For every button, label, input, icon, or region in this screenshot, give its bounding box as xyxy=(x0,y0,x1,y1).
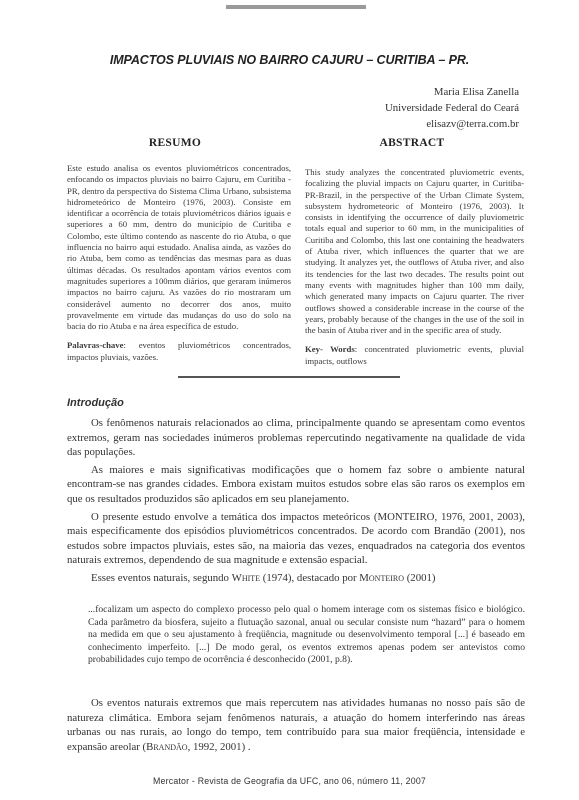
p4-text-b: (1974), destacado por xyxy=(260,571,360,584)
intro-heading: Introdução xyxy=(67,397,124,409)
abstract-column xyxy=(305,167,524,367)
p4-text-a: Esses eventos naturais, segundo xyxy=(91,571,232,584)
abstract-keywords-label: Key- Words xyxy=(305,344,355,355)
intro-paragraph-2: As maiores e mais significativas modificações que o homem faz sobre o ambiente natural encontram-se nas grandes cidades. Embora existam muitos estudos sobre elas são raros os exemplos em que os resultados produzidos são aplicados em seu planejamento. xyxy=(67,463,525,505)
citation-monteiro: Monteiro xyxy=(359,571,405,584)
resumo-keywords-label: Palavras-chave xyxy=(67,340,124,351)
intro-paragraph-3: O presente estudo envolve a temática dos impactos meteóricos (MONTEIRO, 1976, 2001, 2003), mais especificamente dos episódios pluviométricos concentrados. De acordo com Brandão (2001), nos estudos sobre impactos pluviais, estes são, na maioria das vezes, enquadrados na categoria dos eventos naturais extremos, dependendo de sua magnitude e extensão espacial. xyxy=(67,510,525,567)
p5-text-a: Os eventos naturais extremos que mais repercutem nas atividades humanas no nosso país são de natureza climática. Embora sejam fenômenos naturais, a atuação do homem interferindo nas áreas urbanas ou nas rurais, ao longo do tempo, tem contribuído para sua maior freqüência, intensidade e expansão areolar ( xyxy=(67,697,525,753)
top-rule xyxy=(226,5,366,9)
resumo-text: Este estudo analisa os eventos pluviométricos concentrados, enfocando os impactos pluviais no bairro Cajuru, em Curitiba - PR, dentro da perspectiva do Sistema Clima Urbano, subsistema hidrometeórico de Monteiro (1976, 2003). Consiste em identificar a ocorrência de totais pluviométricos diários iguais e superiores a 60 mm, dentro do município de Curitiba e Colombo, este último contendo as nascente do rio Atuba, o que influencia no bairro aqui estudado. Analisa ainda, as vazões do rio Atuba, bem como as tendências das mesmas para as duas últimas décadas. Os resultados apontam vários eventos com magnitudes superiores a 100mm diários, que geraram inúmeros impactos no bairro cajuru. As vazões do rio mostraram um considerável aumento no decorrer dos anos, muito provavelmente em virtude das mudanças do uso do solo na bacia do rio Atuba e na área específica de estudo. xyxy=(67,163,291,332)
journal-footer: Mercator - Revista de Geografia da UFC, ano 06, número 11, 2007 xyxy=(152,776,427,786)
section-divider xyxy=(178,376,400,378)
p5-text-b: , 1992, 2001) . xyxy=(187,740,251,753)
abstract-keywords-text: : concentrated pluviometric events, pluvial impacts, outflows xyxy=(305,344,524,366)
author-block xyxy=(385,84,519,132)
block-quote xyxy=(88,604,525,667)
intro-paragraph-5 xyxy=(67,696,525,754)
intro-paragraph-4 xyxy=(67,571,525,586)
abstract-text: This study analyzes the concentrated pluviometric events, focalizing the pluvial impacts on Cajuru quarter, in Curitiba-PR-Brazil, in the perspective of the Urban Climate System, subsystem hydrometeoric of Monteiro (1976, 2003). It consists in identifying the occurrence of daily pluviometric totals equal and superior to 60 mm, in the municipalities of Curitiba and Colombo, this last one containing the headwaters of Atuba river, which influences the quarter that we are studying. It analyzes yet, the outflows of Atuba river, and also its tendencies for the last two decades. The results point out many events with magnitudes higher than 100 mm daily, which generated many impacts on Cajuru quarter. The river outflows showed a considerable increase in the course of the years, probably because of the changes in the use of the soil in the basin of Atuba river and in the specific area of study. xyxy=(305,167,524,336)
intro-paragraph-1: Os fenômenos naturais relacionados ao clima, principalmente quando se apresentam como eventos extremos, geram nas sociedades inúmeros problemas repercutindo negativamente na qualidade de vida das populações. xyxy=(67,417,525,459)
abstract-keywords xyxy=(305,344,524,367)
author-affiliation: Universidade Federal do Ceará xyxy=(384,102,519,114)
resumo-heading: RESUMO xyxy=(148,137,202,149)
intro-body xyxy=(67,416,525,586)
resumo-column xyxy=(67,163,291,363)
abstract-heading: ABSTRACT xyxy=(379,137,445,149)
resumo-keywords xyxy=(67,340,291,363)
citation-brandao: Brandão xyxy=(146,740,188,753)
author-name: Maria Elisa Zanella xyxy=(433,86,519,98)
p4-text-c: (2001) xyxy=(404,571,436,584)
intro-body-continued xyxy=(67,696,525,754)
author-email: elisazv@terra.com.br xyxy=(426,118,519,130)
citation-white: White xyxy=(231,571,261,584)
quote-text: ...focalizam um aspecto do complexo processo pelo qual o homem interage com os sistemas físico e biológico. Cada parâmetro da biosfera, sujeito a flutuação sazonal, anual ou secular consiste num “hazard” para o homem na medida em que o seu ajustamento à freqüência, magnitude ou desenvolvimento temporal [...] é baseado em conhecimento imperfeito. [...] De modo geral, os eventos extremos apenas podem ser antevistos como probabilidades cujo tempo de ocorrência é desconhecido (2001, p.8). xyxy=(88,604,525,666)
resumo-keywords-text: : eventos pluviométricos concentrados, impactos pluviais, vazões. xyxy=(67,340,291,362)
article-title: IMPACTOS PLUVIAIS NO BAIRRO CAJURU – CURITIBA – PR. xyxy=(109,53,470,67)
